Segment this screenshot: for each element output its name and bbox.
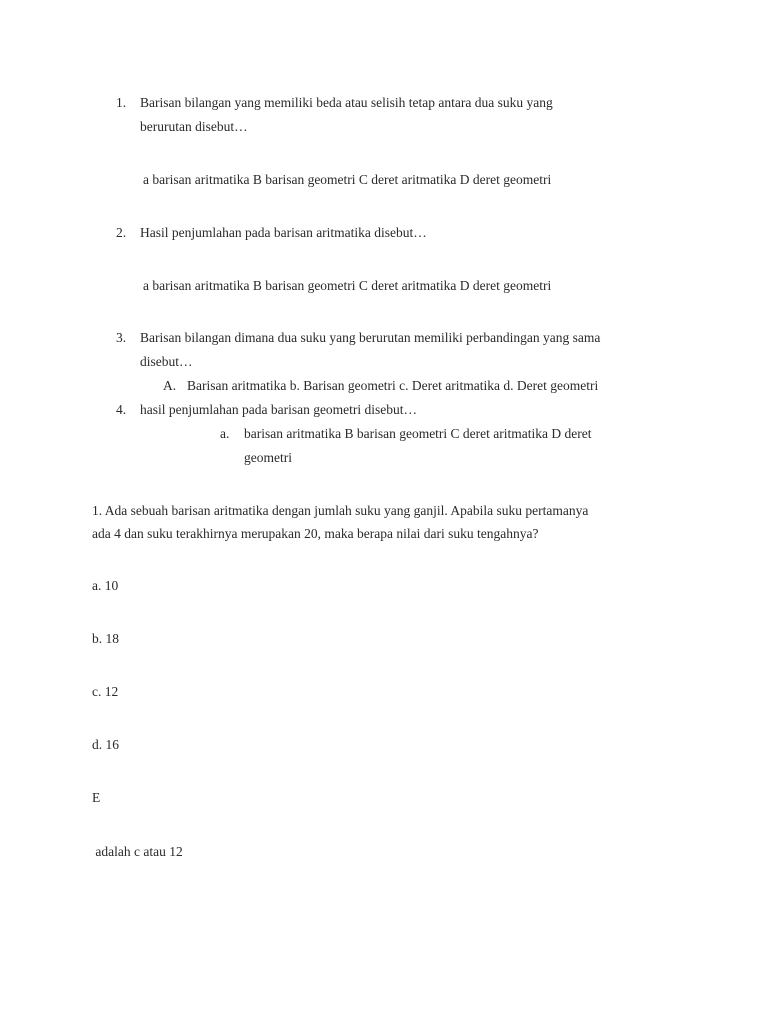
choice-a: a. 10: [92, 578, 119, 593]
problem-text-cont: ada 4 dan suku terakhirnya merupakan 20, maka berapa nilai dari suku tengahnya?: [92, 526, 539, 541]
question-2-options: a barisan aritmatika B barisan geometri C deret aritmatika D deret geometri: [143, 278, 552, 293]
problem-text: 1. Ada sebuah barisan aritmatika dengan jumlah suku yang ganjil. Apabila suku pertamanya: [92, 503, 589, 518]
extra-label: E: [92, 790, 101, 805]
question-1-text-cont: berurutan disebut…: [140, 119, 248, 134]
choice-b: b. 18: [92, 631, 119, 646]
question-1-number: 1.: [116, 95, 127, 110]
question-3-number: 3.: [116, 330, 127, 345]
question-1-options: a barisan aritmatika B barisan geometri C deret aritmatika D deret geometri: [143, 172, 552, 187]
choice-c: c. 12: [92, 684, 119, 699]
question-4-number: 4.: [116, 402, 127, 417]
question-2-text: Hasil penjumlahan pada barisan aritmatika disebut…: [140, 225, 427, 240]
question-3-text-cont: disebut…: [140, 354, 193, 369]
question-3-text: Barisan bilangan dimana dua suku yang berurutan memiliki perbandingan yang sama: [140, 330, 601, 345]
choice-d: d. 16: [92, 737, 119, 752]
question-4-options-cont: geometri: [244, 450, 292, 465]
question-4-option-marker: a.: [220, 426, 230, 441]
question-4-text: hasil penjumlahan pada barisan geometri disebut…: [140, 402, 418, 417]
question-3-options: Barisan aritmatika b. Barisan geometri c. Deret aritmatika d. Deret geometri: [187, 378, 599, 393]
question-3-option-marker: A.: [163, 378, 177, 393]
question-2-number: 2.: [116, 225, 127, 240]
question-1-text: Barisan bilangan yang memiliki beda atau selisih tetap antara dua suku yang: [140, 95, 553, 110]
answer-text: adalah c atau 12: [92, 844, 183, 859]
question-4-options: barisan aritmatika B barisan geometri C deret aritmatika D deret: [244, 426, 592, 441]
